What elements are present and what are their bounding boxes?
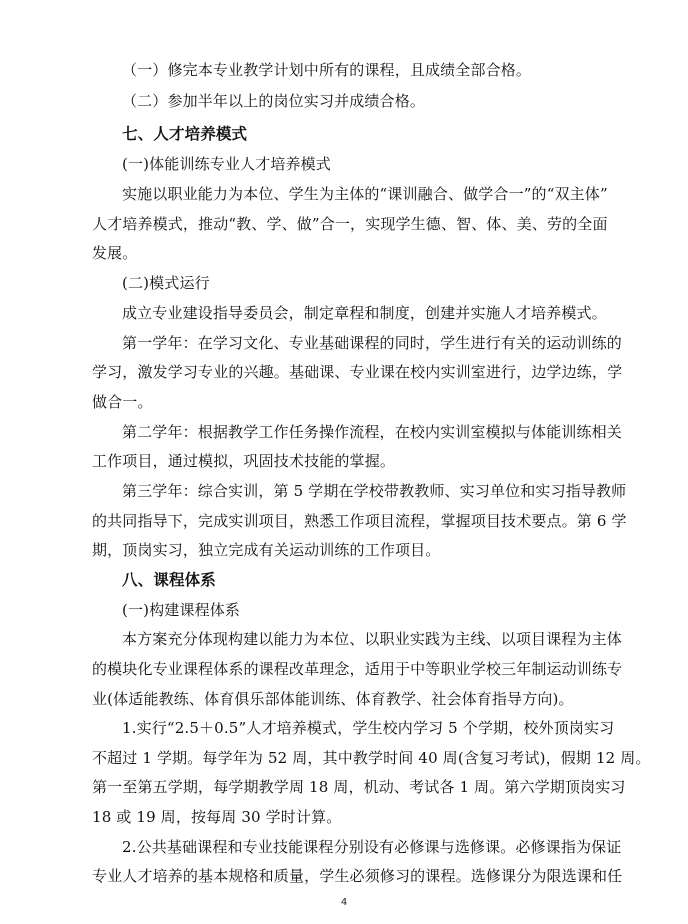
paragraph-line: 学习，激发学习专业的兴趣。基础课、专业课在校内实训室进行，边学边练，学	[92, 363, 623, 381]
paragraph-line: 第一学年：在学习文化、专业基础课程的同时，学生进行有关的运动训练的	[122, 334, 622, 352]
subheading-model-operation: (二)模式运行	[122, 274, 210, 292]
paragraph-line: 的共同指导下，完成实训项目，熟悉工作项目流程，掌握项目技术要点。第 6 学	[92, 512, 627, 530]
subheading-build-curriculum: (一)构建课程体系	[122, 601, 241, 619]
paragraph-line: 业(体适能教练、体育俱乐部体能训练、体育教学、社会体育指导方向)。	[92, 690, 574, 708]
requirement-1: （一）修完本专业教学计划中所有的课程，且成绩全部合格。	[122, 61, 532, 79]
paragraph-line: 1.实行“2.5＋0.5”人才培养模式，学生校内学习 5 个学期，校外顶岗实习	[122, 719, 615, 737]
paragraph-line: 工作项目，通过模拟，巩固技术技能的掌握。	[92, 452, 396, 470]
paragraph-line: 不超过 1 学期。每学年为 52 周，其中教学时间 40 周(含复习考试)，假期 12 周。	[92, 749, 651, 767]
paragraph-line: 本方案充分体现构建以能力为本位、以职业实践为主线、以项目课程为主体	[122, 630, 622, 648]
paragraph-line: 2.公共基础课程和专业技能课程分别设有必修课与选修课。必修课指为保证	[122, 838, 622, 856]
section-heading-7: 七、人才培养模式	[122, 125, 248, 143]
requirement-2: （二）参加半年以上的岗位实习并成绩合格。	[122, 92, 426, 110]
paragraph-line: 期，顶岗实习，独立完成有关运动训练的工作项目。	[92, 541, 441, 559]
paragraph-line: 实施以职业能力为本位、学生为主体的“课训融合、做学合一”的“双主体”	[122, 185, 608, 203]
section-heading-8: 八、课程体系	[122, 571, 216, 589]
paragraph-line: 人才培养模式，推动“教、学、做”合一，实现学生德、智、体、美、劳的全面	[92, 215, 608, 233]
page-number: 4	[340, 897, 348, 908]
paragraph-line: 专业人才培养的基本规格和质量，学生必须修习的课程。选修课分为限选课和任	[92, 867, 623, 885]
paragraph-line: 第二学年：根据教学工作任务操作流程，在校内实训室模拟与体能训练相关	[122, 423, 622, 441]
paragraph-line: 发展。	[92, 244, 138, 262]
paragraph-line: 成立专业建设指导委员会，制定章程和制度，创建并实施人才培养模式。	[122, 304, 607, 322]
paragraph-line: 18 或 19 周，按每周 30 学时计算。	[92, 808, 342, 826]
paragraph-line: 做合一。	[92, 393, 153, 411]
paragraph-line: 的模块化专业课程体系的课程改革理念，适用于中等职业学校三年制运动训练专	[92, 660, 623, 678]
subheading-training-model: (一)体能训练专业人才培养模式	[122, 155, 331, 173]
paragraph-line: 第三学年：综合实训，第 5 学期在学校带教教师、实习单位和实习指导教师	[122, 482, 627, 500]
paragraph-line: 第一至第五学期，每学期教学周 18 周，机动、考试各 1 周。第六学期顶岗实习	[92, 778, 626, 796]
